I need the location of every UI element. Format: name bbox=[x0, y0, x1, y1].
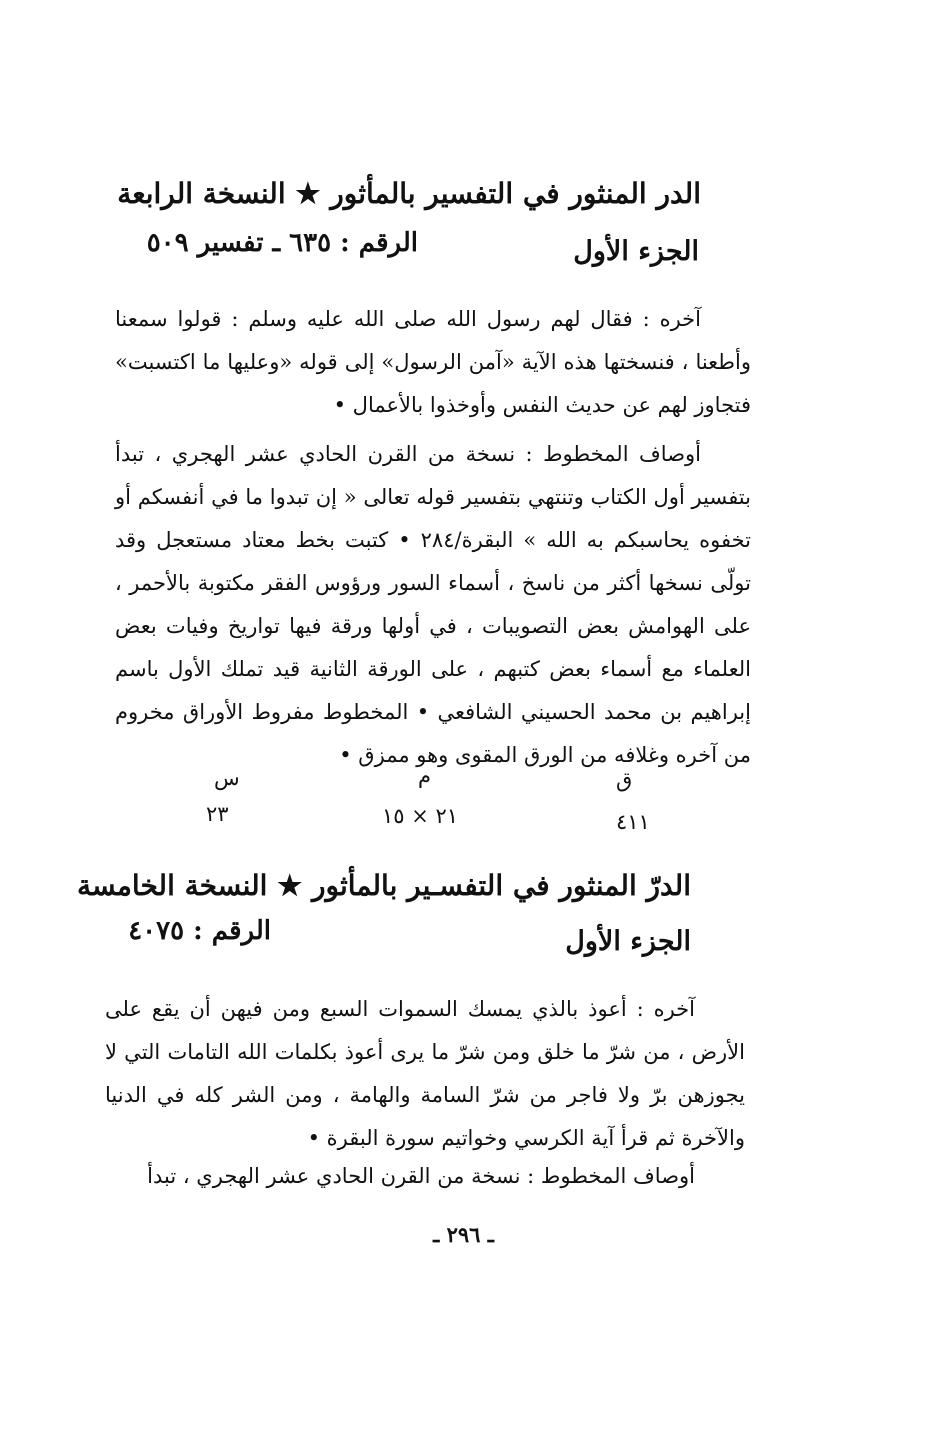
entry5-part: الجزء الأول bbox=[565, 926, 691, 957]
dim-s-label: س bbox=[214, 766, 240, 790]
entry4-description: أوصاف المخطوط : نسخة من القرن الحادي عشر الهجري ، تبدأ بتفسير أول الكتاب وتنتهي بتفسير قوله تعالى « إن تبدوا ما في أنفسكم أو تخفوه يحاسبكم به الله » البقرة/٢٨٤ • كتبت بخط معتاد مستعجل وقد تولّى نسخها أكثر من ناسخ ، أسماء السور ورؤوس الفقر مكتوبة بالأحمر ، على الهوامش بعض التصويبات ، في أولها ورقة فيها تواريخ وفيات بعض العلماء مع أسماء بعض كتبهم ، على الورقة الثانية قيد تملك الأول باسم إبراهيم بن محمد الحسيني الشافعي • المخطوط مفروط الأوراق مخروم من آخره وغلافه من الورق المقوى وهو ممزق • bbox=[115, 442, 751, 767]
page-number: ـ ٢٩٦ ـ bbox=[433, 1222, 494, 1247]
dim-s-value: ٢٣ bbox=[206, 802, 229, 826]
entry5-ending-block bbox=[105, 988, 745, 1160]
entry5-title: الدرّ المنثور في التفسـير بالمأثور ★ النسخة الخامسة bbox=[76, 869, 691, 902]
entry5-description-block bbox=[105, 1155, 745, 1198]
dim-q-value: ٤١١ bbox=[616, 810, 650, 834]
entry5-ending: آخره : أعوذ بالذي يمسك السموات السبع ومن فيهن أن يقع على الأرض ، من شرّ ما خلق ومن شرّ ما يرى أعوذ بكلمات الله التامات التي لا يجوزهن برّ ولا فاجر من شرّ السامة والهامة ، ومن الشر كله في الدنيا والآخرة ثم قرأ آية الكرسي وخواتيم سورة البقرة • bbox=[105, 997, 745, 1150]
dim-q-label: ق bbox=[616, 768, 633, 792]
entry4-ending-block bbox=[115, 298, 751, 427]
entry4-ending: آخره : فقال لهم رسول الله صلى الله عليه وسلم : قولوا سمعنا وأطعنا ، فنسختها هذه الآية «آمن الرسول» إلى قوله «وعليها ما اكتسبت» فتجاوز لهم عن حديث النفس وأوخذوا بالأعمال • bbox=[115, 307, 751, 417]
entry4-description-block bbox=[115, 433, 751, 777]
entry5-description: أوصاف المخطوط : نسخة من القرن الحادي عشر الهجري ، تبدأ bbox=[147, 1164, 695, 1188]
entry5-number: الرقم : ٤٠٧٥ bbox=[128, 916, 271, 946]
entry4-title: الدر المنثور في التفسير بالمأثور ★ النسخة الرابعة bbox=[117, 177, 701, 210]
dim-m-value: ٢١ × ١٥ bbox=[382, 804, 459, 828]
dim-m-label: م bbox=[418, 764, 432, 788]
entry4-part: الجزء الأول bbox=[573, 236, 699, 267]
entry4-number: الرقم : ٦٣٥ ـ تفسير ٥٠٩ bbox=[146, 228, 418, 258]
